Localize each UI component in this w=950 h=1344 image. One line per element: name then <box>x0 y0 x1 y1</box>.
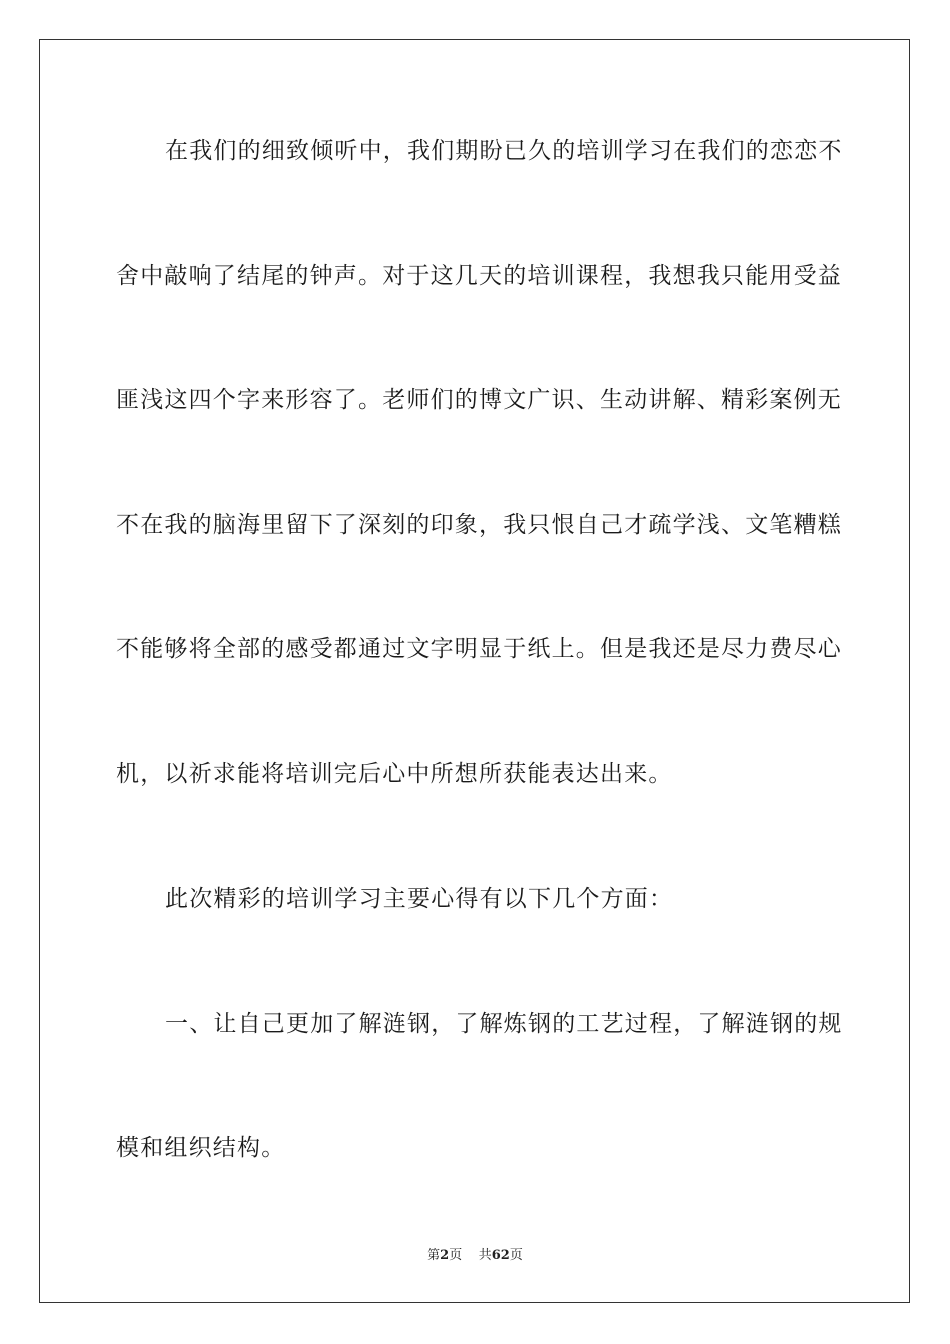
paragraph-1-line-2: 舍中敲响了结尾的钟声。对于这几天的培训课程，我想我只能用受益 <box>116 263 842 289</box>
paragraph-2-line-1: 此次精彩的培训学习主要心得有以下几个方面： <box>165 886 674 912</box>
page-border <box>39 39 910 1303</box>
page-footer <box>0 1247 950 1265</box>
footer-page-number: 2 <box>440 1248 450 1263</box>
footer-total-pages: 62 <box>491 1248 510 1263</box>
paragraph-1-line-6: 机，以祈求能将培训完后心中所想所获能表达出来。 <box>116 761 673 787</box>
paragraph-3-line-2: 模和组织结构。 <box>116 1135 286 1161</box>
footer-page-suffix: 页 <box>449 1248 463 1263</box>
paragraph-1-line-4: 不在我的脑海里留下了深刻的印象，我只恨自己才疏学浅、文笔糟糕 <box>116 512 842 538</box>
paragraph-1-line-3: 匪浅这四个字来形容了。老师们的博文广识、生动讲解、精彩案例无 <box>116 387 842 413</box>
paragraph-1-line-1: 在我们的细致倾听中，我们期盼已久的培训学习在我们的恋恋不 <box>165 138 843 164</box>
paragraph-1-line-5: 不能够将全部的感受都通过文字明显于纸上。但是我还是尽力费尽心 <box>116 636 842 662</box>
footer-total-suffix: 页 <box>509 1248 523 1263</box>
footer-total-prefix: 共 <box>478 1248 492 1263</box>
paragraph-3-line-1: 一、让自己更加了解涟钢，了解炼钢的工艺过程，了解涟钢的规 <box>165 1011 843 1037</box>
footer-page-prefix: 第 <box>427 1248 441 1263</box>
